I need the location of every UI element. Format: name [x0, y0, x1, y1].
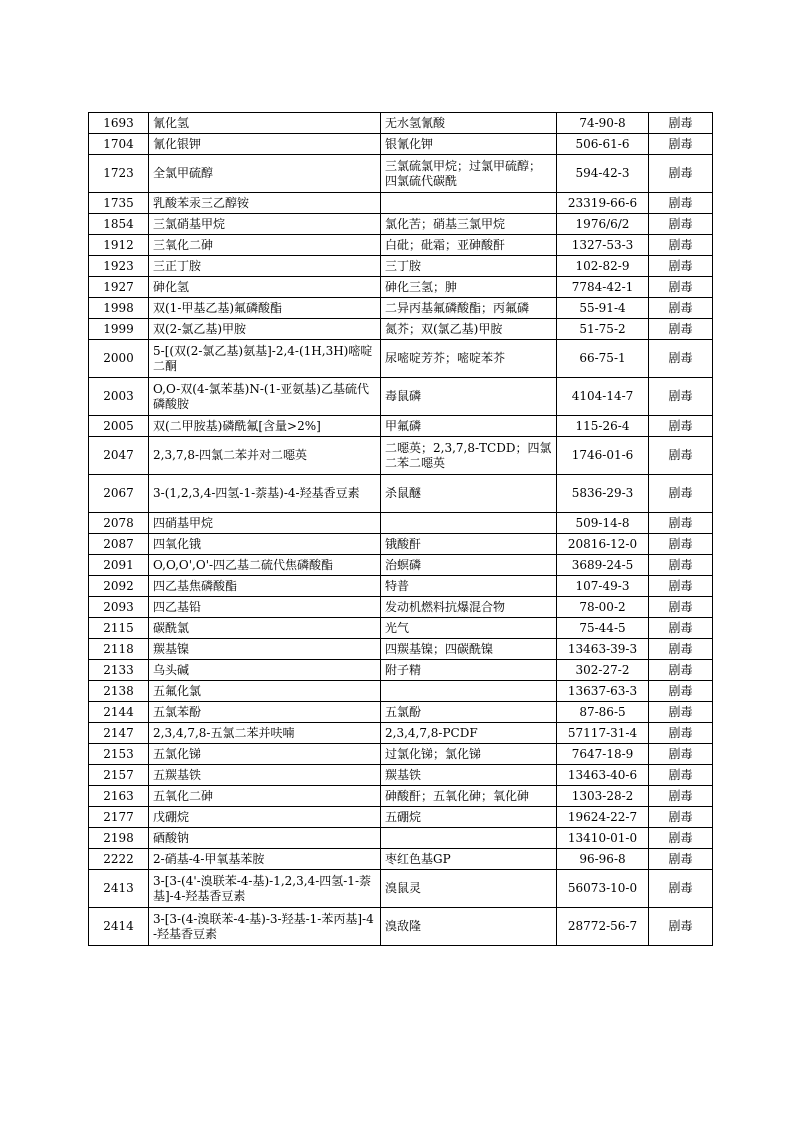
chemical-name-cell: 五氟化氯: [149, 681, 381, 702]
table-row: [89, 786, 713, 807]
serial-number-cell: 2087: [89, 534, 149, 555]
cas-number-cell: 55-91-4: [557, 298, 649, 319]
chemical-name-cell: 五氯苯酚: [149, 702, 381, 723]
category-cell: 剧毒: [649, 437, 713, 475]
table-row: [89, 235, 713, 256]
chemical-name-cell: 四乙基焦磷酸酯: [149, 576, 381, 597]
chemical-name-cell: 三氯硝基甲烷: [149, 214, 381, 235]
alias-cell: 枣红色基GP: [381, 849, 557, 870]
cas-number-cell: 7647-18-9: [557, 744, 649, 765]
chemical-name-cell: 三氧化二砷: [149, 235, 381, 256]
chemical-name-cell: 全氯甲硫醇: [149, 155, 381, 193]
table-row: [89, 256, 713, 277]
cas-number-cell: 75-44-5: [557, 618, 649, 639]
chemical-name-cell: 三正丁胺: [149, 256, 381, 277]
category-cell: 剧毒: [649, 134, 713, 155]
cas-number-cell: 57117-31-4: [557, 723, 649, 744]
category-cell: 剧毒: [649, 155, 713, 193]
serial-number-cell: 1912: [89, 235, 149, 256]
alias-cell: [381, 681, 557, 702]
table-row: [89, 416, 713, 437]
alias-cell: 溴鼠灵: [381, 870, 557, 908]
alias-cell: 五氯酚: [381, 702, 557, 723]
serial-number-cell: 2047: [89, 437, 149, 475]
alias-cell: [381, 513, 557, 534]
table-row: [89, 113, 713, 134]
alias-cell: 砷酸酐；五氧化砷；氧化砷: [381, 786, 557, 807]
category-cell: 剧毒: [649, 214, 713, 235]
category-cell: 剧毒: [649, 908, 713, 946]
category-cell: 剧毒: [649, 340, 713, 378]
table-row: [89, 660, 713, 681]
alias-cell: 氮芥；双(氯乙基)甲胺: [381, 319, 557, 340]
category-cell: 剧毒: [649, 416, 713, 437]
chemical-name-cell: 氰化氢: [149, 113, 381, 134]
category-cell: 剧毒: [649, 618, 713, 639]
chemical-name-cell: 五氧化二砷: [149, 786, 381, 807]
chemical-name-cell: 双(2-氯乙基)甲胺: [149, 319, 381, 340]
serial-number-cell: 1704: [89, 134, 149, 155]
alias-cell: [381, 193, 557, 214]
cas-number-cell: 13463-39-3: [557, 639, 649, 660]
chemical-name-cell: 3-[3-(4-溴联苯-4-基)-3-羟基-1-苯丙基]-4-羟基香豆素: [149, 908, 381, 946]
category-cell: 剧毒: [649, 298, 713, 319]
alias-cell: [381, 828, 557, 849]
serial-number-cell: 1999: [89, 319, 149, 340]
cas-number-cell: 66-75-1: [557, 340, 649, 378]
serial-number-cell: 1927: [89, 277, 149, 298]
serial-number-cell: 2414: [89, 908, 149, 946]
serial-number-cell: 2222: [89, 849, 149, 870]
chemical-name-cell: 硒酸钠: [149, 828, 381, 849]
serial-number-cell: 2078: [89, 513, 149, 534]
serial-number-cell: 2067: [89, 475, 149, 513]
alias-cell: 三丁胺: [381, 256, 557, 277]
cas-number-cell: 1976/6/2: [557, 214, 649, 235]
cas-number-cell: 4104-14-7: [557, 378, 649, 416]
serial-number-cell: 2144: [89, 702, 149, 723]
chemical-name-cell: 戊硼烷: [149, 807, 381, 828]
table-row: [89, 576, 713, 597]
cas-number-cell: 13410-01-0: [557, 828, 649, 849]
alias-cell: 四羰基镍；四碳酰镍: [381, 639, 557, 660]
cas-number-cell: 51-75-2: [557, 319, 649, 340]
alias-cell: 甲氟磷: [381, 416, 557, 437]
serial-number-cell: 2157: [89, 765, 149, 786]
category-cell: 剧毒: [649, 277, 713, 298]
cas-number-cell: 23319-66-6: [557, 193, 649, 214]
table-row: [89, 134, 713, 155]
chemical-name-cell: O,O-双(4-氯苯基)N-(1-亚氨基)乙基硫代磷酸胺: [149, 378, 381, 416]
category-cell: 剧毒: [649, 193, 713, 214]
alias-cell: 二异丙基氟磷酸酯；丙氟磷: [381, 298, 557, 319]
chemical-name-cell: O,O,O',O'-四乙基二硫代焦磷酸酯: [149, 555, 381, 576]
category-cell: 剧毒: [649, 786, 713, 807]
table-row: [89, 319, 713, 340]
category-cell: 剧毒: [649, 681, 713, 702]
alias-cell: 发动机燃料抗爆混合物: [381, 597, 557, 618]
alias-cell: 白砒；砒霜；亚砷酸酐: [381, 235, 557, 256]
cas-number-cell: 19624-22-7: [557, 807, 649, 828]
category-cell: 剧毒: [649, 555, 713, 576]
cas-number-cell: 7784-42-1: [557, 277, 649, 298]
table-row: [89, 849, 713, 870]
category-cell: 剧毒: [649, 113, 713, 134]
alias-cell: 无水氢氰酸: [381, 113, 557, 134]
alias-cell: 治螟磷: [381, 555, 557, 576]
alias-cell: 毒鼠磷: [381, 378, 557, 416]
chemical-name-cell: 乳酸苯汞三乙醇铵: [149, 193, 381, 214]
chemical-name-cell: 五氯化锑: [149, 744, 381, 765]
table-row: [89, 513, 713, 534]
table-row: [89, 702, 713, 723]
cas-number-cell: 115-26-4: [557, 416, 649, 437]
cas-number-cell: 78-00-2: [557, 597, 649, 618]
category-cell: 剧毒: [649, 378, 713, 416]
category-cell: 剧毒: [649, 475, 713, 513]
cas-number-cell: 74-90-8: [557, 113, 649, 134]
cas-number-cell: 5836-29-3: [557, 475, 649, 513]
chemical-name-cell: 2,3,7,8-四氯二苯并对二噁英: [149, 437, 381, 475]
table-row: [89, 340, 713, 378]
cas-number-cell: 56073-10-0: [557, 870, 649, 908]
cas-number-cell: 302-27-2: [557, 660, 649, 681]
cas-number-cell: 1303-28-2: [557, 786, 649, 807]
table-row: [89, 214, 713, 235]
alias-cell: 五硼烷: [381, 807, 557, 828]
cas-number-cell: 1746-01-6: [557, 437, 649, 475]
serial-number-cell: 2118: [89, 639, 149, 660]
alias-cell: 三氯硫氯甲烷；过氯甲硫醇；四氯硫代碳酰: [381, 155, 557, 193]
table-body: [89, 113, 713, 946]
chemical-name-cell: 四氧化锇: [149, 534, 381, 555]
table-row: [89, 723, 713, 744]
serial-number-cell: 2138: [89, 681, 149, 702]
table-row: [89, 437, 713, 475]
table-row: [89, 277, 713, 298]
alias-cell: 附子精: [381, 660, 557, 681]
chemical-name-cell: 乌头碱: [149, 660, 381, 681]
cas-number-cell: 3689-24-5: [557, 555, 649, 576]
cas-number-cell: 506-61-6: [557, 134, 649, 155]
chemical-name-cell: 3-(1,2,3,4-四氢-1-萘基)-4-羟基香豆素: [149, 475, 381, 513]
category-cell: 剧毒: [649, 807, 713, 828]
cas-number-cell: 509-14-8: [557, 513, 649, 534]
category-cell: 剧毒: [649, 534, 713, 555]
serial-number-cell: 2163: [89, 786, 149, 807]
cas-number-cell: 102-82-9: [557, 256, 649, 277]
serial-number-cell: 2115: [89, 618, 149, 639]
category-cell: 剧毒: [649, 235, 713, 256]
category-cell: 剧毒: [649, 576, 713, 597]
serial-number-cell: 1854: [89, 214, 149, 235]
chemical-name-cell: 双(1-甲基乙基)氟磷酸酯: [149, 298, 381, 319]
table-row: [89, 534, 713, 555]
cas-number-cell: 107-49-3: [557, 576, 649, 597]
category-cell: 剧毒: [649, 597, 713, 618]
alias-cell: 尿嘧啶芳芥；嘧啶苯芥: [381, 340, 557, 378]
alias-cell: 2,3,4,7,8-PCDF: [381, 723, 557, 744]
category-cell: 剧毒: [649, 702, 713, 723]
serial-number-cell: 2153: [89, 744, 149, 765]
serial-number-cell: 1693: [89, 113, 149, 134]
category-cell: 剧毒: [649, 849, 713, 870]
cas-number-cell: 96-96-8: [557, 849, 649, 870]
serial-number-cell: 1723: [89, 155, 149, 193]
cas-number-cell: 13637-63-3: [557, 681, 649, 702]
table-row: [89, 555, 713, 576]
category-cell: 剧毒: [649, 870, 713, 908]
category-cell: 剧毒: [649, 828, 713, 849]
alias-cell: 氯化苦；硝基三氯甲烷: [381, 214, 557, 235]
table-row: [89, 744, 713, 765]
serial-number-cell: 2413: [89, 870, 149, 908]
category-cell: 剧毒: [649, 765, 713, 786]
category-cell: 剧毒: [649, 256, 713, 277]
alias-cell: 锇酸酐: [381, 534, 557, 555]
table-row: [89, 618, 713, 639]
serial-number-cell: 1735: [89, 193, 149, 214]
serial-number-cell: 2177: [89, 807, 149, 828]
cas-number-cell: 87-86-5: [557, 702, 649, 723]
serial-number-cell: 2093: [89, 597, 149, 618]
alias-cell: 二噁英；2,3,7,8-TCDD；四氯二苯二噁英: [381, 437, 557, 475]
chemical-name-cell: 2-硝基-4-甲氧基苯胺: [149, 849, 381, 870]
serial-number-cell: 1923: [89, 256, 149, 277]
table-row: [89, 681, 713, 702]
alias-cell: 砷化三氢；胂: [381, 277, 557, 298]
hazardous-chemicals-table: [88, 112, 713, 946]
table-row: [89, 155, 713, 193]
chemical-name-cell: 五羰基铁: [149, 765, 381, 786]
serial-number-cell: 2091: [89, 555, 149, 576]
chemical-name-cell: 四乙基铅: [149, 597, 381, 618]
alias-cell: 特普: [381, 576, 557, 597]
chemical-name-cell: 双(二甲胺基)磷酰氟[含量>2%]: [149, 416, 381, 437]
serial-number-cell: 2092: [89, 576, 149, 597]
category-cell: 剧毒: [649, 660, 713, 681]
alias-cell: 过氯化锑；氯化锑: [381, 744, 557, 765]
table-row: [89, 378, 713, 416]
serial-number-cell: 1998: [89, 298, 149, 319]
serial-number-cell: 2003: [89, 378, 149, 416]
serial-number-cell: 2147: [89, 723, 149, 744]
category-cell: 剧毒: [649, 639, 713, 660]
table-row: [89, 298, 713, 319]
cas-number-cell: 13463-40-6: [557, 765, 649, 786]
table-row: [89, 807, 713, 828]
category-cell: 剧毒: [649, 744, 713, 765]
cas-number-cell: 594-42-3: [557, 155, 649, 193]
chemical-name-cell: 3-[3-(4'-溴联苯-4-基)-1,2,3,4-四氢-1-萘基]-4-羟基香豆素: [149, 870, 381, 908]
category-cell: 剧毒: [649, 319, 713, 340]
cas-number-cell: 1327-53-3: [557, 235, 649, 256]
alias-cell: 光气: [381, 618, 557, 639]
chemical-name-cell: 2,3,4,7,8-五氯二苯并呋喃: [149, 723, 381, 744]
table-row: [89, 639, 713, 660]
category-cell: 剧毒: [649, 723, 713, 744]
chemical-name-cell: 羰基镍: [149, 639, 381, 660]
serial-number-cell: 2000: [89, 340, 149, 378]
table-row: [89, 475, 713, 513]
table-row: [89, 828, 713, 849]
table-row: [89, 597, 713, 618]
table-row: [89, 193, 713, 214]
chemical-name-cell: 5-[(双(2-氯乙基)氨基]-2,4-(1H,3H)嘧啶二酮: [149, 340, 381, 378]
cas-number-cell: 28772-56-7: [557, 908, 649, 946]
alias-cell: 羰基铁: [381, 765, 557, 786]
chemical-name-cell: 砷化氢: [149, 277, 381, 298]
chemical-name-cell: 四硝基甲烷: [149, 513, 381, 534]
table-row: [89, 908, 713, 946]
table-row: [89, 870, 713, 908]
serial-number-cell: 2198: [89, 828, 149, 849]
serial-number-cell: 2133: [89, 660, 149, 681]
serial-number-cell: 2005: [89, 416, 149, 437]
alias-cell: 溴敌隆: [381, 908, 557, 946]
alias-cell: 杀鼠醚: [381, 475, 557, 513]
chemical-name-cell: 氰化银钾: [149, 134, 381, 155]
chemical-name-cell: 碳酰氯: [149, 618, 381, 639]
alias-cell: 银氰化钾: [381, 134, 557, 155]
table-row: [89, 765, 713, 786]
cas-number-cell: 20816-12-0: [557, 534, 649, 555]
category-cell: 剧毒: [649, 513, 713, 534]
